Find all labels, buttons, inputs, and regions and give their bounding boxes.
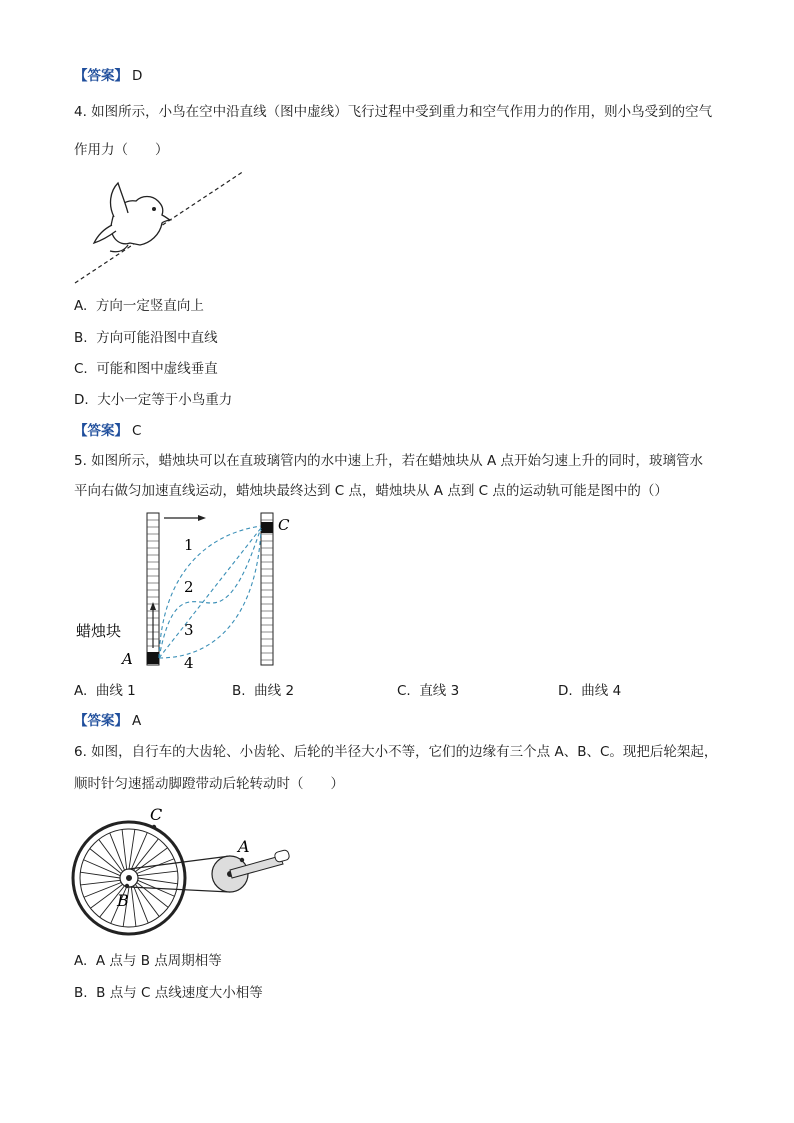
question-6-text-line-1: 6. 如图，自行车的大齿轮、小齿轮、后轮的半径大小不等，它们的边缘有三个点 A、B、C。现把后轮架起， — [74, 744, 718, 760]
question-4-text-line-2: 作用力（ ） — [74, 142, 169, 158]
question-5-text-line-2: 平向右做匀加速直线运动，蜡烛块最终达到 C 点，蜡烛块从 A 点到 C 点的运动轨可能是图中的（） — [74, 483, 668, 499]
answer-label: 【答案】 — [74, 68, 128, 84]
curve-1-label: 1 — [184, 536, 194, 554]
curve-3-label: 3 — [184, 621, 194, 639]
curve-1 — [159, 526, 261, 658]
answer-label: 【答案】 — [74, 713, 128, 729]
answer-line — [74, 421, 141, 441]
bicycle-wheel-figure — [70, 800, 300, 945]
option-b[interactable]: B. 方向可能沿图中直线 — [74, 330, 218, 346]
option-a[interactable]: A. A 点与 B 点周期相等 — [74, 953, 222, 969]
option-d[interactable]: D. 大小一定等于小鸟重力 — [74, 392, 233, 408]
option-c[interactable]: C. 可能和图中虚线垂直 — [74, 361, 218, 377]
candle-tube-figure — [72, 508, 302, 673]
curve-4-label: 4 — [184, 654, 194, 672]
point-a-label: A — [238, 837, 250, 856]
line-3 — [159, 528, 261, 658]
candle-label: 蜡烛块 — [76, 622, 122, 640]
point-c-label: C — [150, 805, 163, 824]
answer-line — [74, 711, 141, 731]
answer-value: D — [132, 68, 143, 84]
question-6-text-line-2: 顺时针匀速摇动脚蹬带动后轮转动时（ ） — [74, 776, 344, 792]
point-b — [125, 884, 129, 888]
question-5-text-line-1: 5. 如图所示，蜡烛块可以在直玻璃管内的水中速上升，若在蜡烛块从 A 点开始匀速上升的同时，玻璃管水 — [74, 453, 703, 469]
left-tube — [147, 513, 159, 665]
option-b[interactable]: B. 曲线 2 — [232, 683, 295, 699]
candle-block-c — [261, 522, 273, 533]
bird-figure — [70, 165, 250, 290]
point-c — [152, 825, 156, 829]
answer-label: 【答案】 — [74, 423, 128, 439]
point-a-label: A — [122, 650, 133, 668]
option-a[interactable]: A. 方向一定竖直向上 — [74, 298, 204, 314]
option-c[interactable]: C. 直线 3 — [397, 683, 460, 699]
option-a[interactable]: A. 曲线 1 — [74, 683, 136, 699]
option-d[interactable]: D. 曲线 4 — [558, 683, 622, 699]
point-a — [240, 858, 244, 862]
option-b[interactable]: B. B 点与 C 点线速度大小相等 — [74, 985, 263, 1001]
answer-value: A — [132, 713, 142, 729]
question-4-text-line-1: 4. 如图所示，小鸟在空中沿直线（图中虚线）飞行过程中受到重力和空气作用力的作用，则小鸟受到的空气 — [74, 104, 713, 120]
curve-2-label: 2 — [184, 578, 194, 596]
point-c-label: C — [278, 516, 290, 534]
right-tube — [261, 513, 273, 665]
answer-line — [74, 66, 142, 86]
point-b-label: B — [117, 891, 129, 910]
answer-value: C — [132, 423, 142, 439]
candle-block-a — [147, 652, 159, 664]
